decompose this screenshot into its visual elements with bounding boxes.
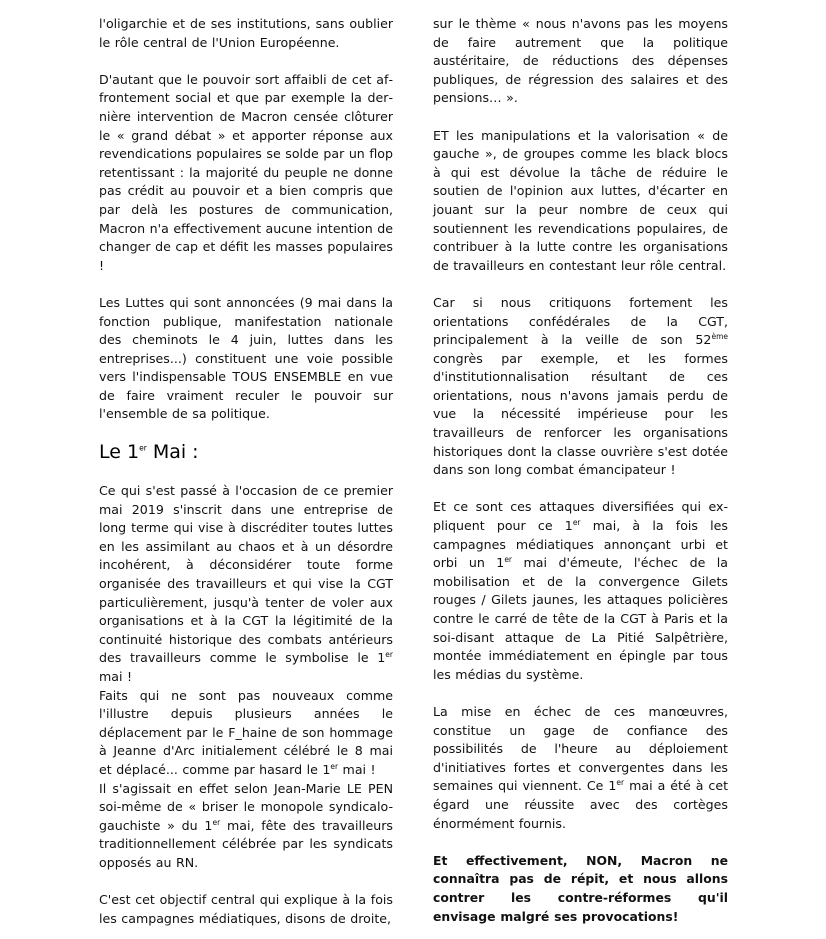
section-heading	[99, 440, 393, 464]
paragraph	[433, 294, 728, 480]
paragraph: l'oligarchie et de ses institutions, sans oublier le rôle central de l'Union Européenne.	[99, 16, 393, 50]
heading-text: Le 1	[99, 441, 140, 464]
paragraph	[99, 780, 393, 873]
paragraph	[99, 482, 393, 687]
superscript: er	[330, 761, 339, 771]
text-run: Car si nous critiquons fortement les orientations confédérales de la CGT, principalement à la veille de son 52	[433, 294, 728, 348]
text-run: mai, à la fois les campagnes médiatiques annonçant urbi et orbi un 1	[433, 518, 728, 571]
heading-superscript: er	[139, 443, 147, 453]
closing-statement: Et effectivement, NON, Macron ne connaîtra pas de répit, et nous allons contrer les contre-réformes qu'il envisage malgré ses provocations!	[433, 852, 728, 924]
superscript: er	[504, 555, 513, 565]
text-run: Ce qui s'est passé à l'occasion de ce premier mai 2019 s'inscrit dans une entreprise de long terme qui vise à discréditer toutes luttes en les assimilant au chaos et à un désordre incohérent, à déconsidérer toute forme organisée des travailleurs et qui vise la CGT particulièrement, jusqu'à tenter de voler aux organisations et à la CGT la légitimité de la continuité historique des combats antérieurs des travailleurs comme le symbolise le 1	[99, 483, 393, 666]
text-run: La mise en échec de ces manœuvres, constitue un gage de confiance des possibilités de l'heure au déploiement d'initiatives fortes et convergentes dans les semaines qui viennent. Ce 1	[433, 703, 728, 794]
text-run: mai d'émeute, l'échec de la mobilisation et de la convergence Gilets rouges / Gilets jaunes, les attaques policières contre le carré de tête de la CGT à Paris et la soi-disant attaque de La Pitié Salpêtrière, montée immédiatement en épingle par tous les médias du système.	[433, 555, 729, 682]
text-run: mai a été à cet égard une réussite avec des cortèges énormément fournis.	[433, 778, 729, 831]
text-run: mai !	[99, 669, 133, 684]
paragraph: C'est cet objectif central qui explique à la fois les campagnes médiatiques, disons de droite,	[99, 892, 393, 926]
superscript: er	[616, 778, 625, 788]
paragraph	[433, 703, 728, 833]
superscript: ème	[711, 331, 728, 341]
superscript: er	[572, 517, 581, 527]
text-run: Et ce sont ces attaques diversifiées qui expliquent pour ce 1	[433, 499, 728, 534]
heading-text-end: Mai :	[146, 441, 199, 464]
paragraph: sur le thème « nous n'avons pas les moyens de faire autrement que la politique austéritaire, de réductions des dépenses publiques, de régression des salaires et des pensions… ».	[433, 16, 728, 106]
paragraph: ET les manipulations et la valorisation « de gauche », de groupes comme les black blocs à qui est dévolue la tâche de réduire le soutien de l'opinion aux luttes, d'écarter en jouant sur la peur nombre de ceux qui soutiennent les revendications populaires, de contribuer à la lutte contre les organisations de travailleurs en contestant leur rôle central.	[433, 127, 728, 273]
text-run: Il s'agissait en effet selon Jean-Marie LE PEN soi-même de « briser le monopole syndicalo-gauchiste » du 1	[99, 780, 393, 833]
paragraph: Les Luttes qui sont annoncées (9 mai dans la fonction publique, manifestation nationale des cheminots le 4 juin, luttes dans les entreprises...) constituent une voie possible vers l'indispensable TOUS ENSEMBLE en vue de faire vraiment reculer le pouvoir sur l'ensemble de sa politique.	[99, 294, 393, 422]
superscript: er	[212, 817, 221, 827]
right-column	[433, 15, 728, 926]
paragraph	[99, 687, 393, 780]
left-column	[99, 15, 393, 928]
text-run: Faits qui ne sont pas nouveaux comme l'illustre depuis plusieurs années le déplacement par le F_haine de son hommage à Jeanne d'Arc initialement célébré le 8 mai et déplacé... comme par hasard le 1	[99, 687, 393, 777]
paragraph	[433, 498, 728, 684]
paragraph: D'autant que le pouvoir sort affaibli de cet affrontement social et que par exemple la dernière intervention de Macron censée clôturer le « grand débat » et apporter réponse aux revendications populaires se solde par un flop retentissant : la majorité du peuple ne donne pas crédit au pouvoir et a bien compris que par delà les postures de communication, Macron n'a effectivement aucune intention de changer de cap et défit les masses populaires !	[99, 71, 393, 273]
text-run: mai !	[338, 761, 376, 777]
superscript: er	[385, 650, 393, 660]
text-run: mai, fête des travailleurs traditionnellement célébrée par les syndicats opposés au RN.	[99, 817, 393, 870]
text-run: congrès par exemple, et les formes d'institutionnalisation résultant de ces orientations, nous n'avons jamais perdu de vue la nécessité impérieuse pour les travailleurs de renforcer les organisations historiques dont la classe ouvrière s'est dotée dans son long combat émancipateur !	[433, 350, 728, 478]
